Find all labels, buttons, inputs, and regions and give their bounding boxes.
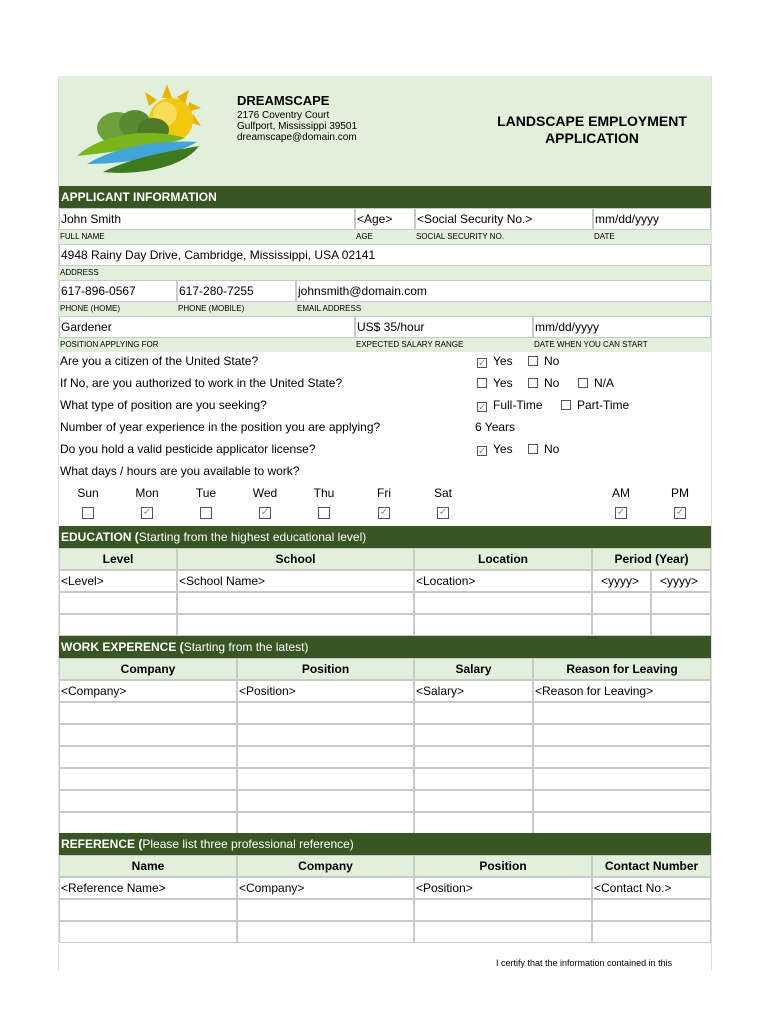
reference-col-contact: Contact Number: [592, 855, 711, 877]
day-tue-label: Tue: [195, 486, 217, 500]
table-cell[interactable]: [533, 768, 711, 790]
salary-field[interactable]: US$ 35/hour: [355, 316, 533, 338]
reference-col-company: Company: [237, 855, 414, 877]
table-cell[interactable]: [177, 592, 414, 614]
day-thu-label: Thu: [313, 486, 335, 500]
label-salary: EXPECTED SALARY RANGE: [356, 340, 464, 349]
tue-checkbox-icon[interactable]: [200, 507, 212, 519]
work-col-reason: Reason for Leaving: [533, 658, 711, 680]
certification-text: I certify that the information contained in this: [496, 958, 673, 968]
work-col-position: Position: [237, 658, 414, 680]
table-cell[interactable]: [533, 724, 711, 746]
reference-contact-cell[interactable]: <Contact No.>: [592, 877, 711, 899]
form-title-line2: APPLICATION: [545, 130, 639, 146]
checkbox-icon[interactable]: [578, 378, 588, 388]
label-full-name: FULL NAME: [60, 232, 105, 241]
question-availability: What days / hours are you available to work?: [60, 464, 300, 478]
table-cell[interactable]: [59, 746, 237, 768]
checkbox-icon[interactable]: [528, 356, 538, 366]
table-cell[interactable]: [592, 899, 711, 921]
label-position: POSITION APPLYING FOR: [60, 340, 159, 349]
position-field[interactable]: Gardener: [59, 316, 355, 338]
company-address-line2: Gulfport, Mississippi 39501: [237, 121, 358, 132]
start-date-field[interactable]: mm/dd/yyyy: [533, 316, 711, 338]
thu-checkbox-icon[interactable]: [318, 507, 330, 519]
label-age: AGE: [356, 232, 373, 241]
part-time-option[interactable]: Part-Time: [561, 394, 629, 416]
license-yes-option[interactable]: ✓ Yes: [478, 442, 513, 456]
section-work-experience: WORK EXPERENCE (Starting from the latest): [59, 636, 711, 658]
reference-position-cell[interactable]: <Position>: [414, 877, 592, 899]
am-label: AM: [612, 486, 630, 500]
full-name-field[interactable]: John Smith: [59, 208, 355, 230]
table-cell[interactable]: [592, 614, 651, 636]
authorized-yes-option[interactable]: Yes: [477, 372, 513, 394]
citizen-yes-option[interactable]: ✓ Yes: [478, 354, 513, 368]
education-col-level: Level: [59, 548, 177, 570]
table-cell[interactable]: [651, 592, 711, 614]
phone-mobile-field[interactable]: 617-280-7255: [177, 280, 296, 302]
mon-checkbox-checked-icon[interactable]: ✓: [142, 507, 152, 518]
table-cell[interactable]: [237, 812, 414, 834]
table-cell[interactable]: [533, 812, 711, 834]
question-experience: Number of year experience in the position you are applying?: [60, 420, 381, 434]
company-address-line1: 2176 Coventry Court: [237, 110, 330, 121]
table-cell[interactable]: [414, 790, 533, 812]
citizen-no-option[interactable]: No: [528, 350, 559, 372]
checkbox-icon[interactable]: [561, 400, 571, 410]
table-cell[interactable]: [237, 702, 414, 724]
wed-checkbox-checked-icon[interactable]: ✓: [260, 507, 270, 518]
label-ssn: SOCIAL SECURITY NO.: [416, 232, 505, 241]
question-pesticide-license: Do you hold a valid pesticide applicator license?: [60, 442, 316, 456]
authorized-no-option[interactable]: No: [528, 372, 559, 394]
work-col-salary: Salary: [414, 658, 533, 680]
reference-col-name: Name: [59, 855, 237, 877]
section-applicant-information: APPLICANT INFORMATION: [59, 186, 711, 208]
authorized-na-option[interactable]: N/A: [578, 372, 614, 394]
education-school-cell[interactable]: <School Name>: [177, 570, 414, 592]
education-col-period: Period (Year): [592, 548, 711, 570]
table-cell[interactable]: [59, 768, 237, 790]
question-citizen: Are you a citizen of the United State?: [60, 354, 259, 368]
label-start-date: DATE WHEN YOU CAN START: [534, 340, 648, 349]
section-reference: REFERENCE (Please list three professional reference): [59, 833, 711, 855]
pm-label: PM: [671, 486, 689, 500]
company-email: dreamscape@domain.com: [237, 132, 357, 143]
table-cell[interactable]: [237, 746, 414, 768]
pm-checkbox-checked-icon[interactable]: ✓: [675, 507, 685, 518]
checkbox-icon[interactable]: [528, 378, 538, 388]
table-cell[interactable]: [592, 592, 651, 614]
sat-checkbox-checked-icon[interactable]: ✓: [438, 507, 448, 518]
table-cell[interactable]: [533, 702, 711, 724]
label-address: ADDRESS: [60, 268, 99, 277]
header-band: [59, 76, 711, 186]
checkbox-checked-icon[interactable]: ✓: [478, 358, 486, 368]
reference-col-position: Position: [414, 855, 592, 877]
table-cell[interactable]: [651, 614, 711, 636]
checkbox-icon[interactable]: [528, 444, 538, 454]
label-row: [59, 230, 711, 244]
phone-home-field[interactable]: 617-896-0567: [59, 280, 177, 302]
sun-checkbox-icon[interactable]: [82, 507, 94, 519]
work-col-company: Company: [59, 658, 237, 680]
table-cell[interactable]: [59, 812, 237, 834]
day-fri-label: Fri: [377, 486, 391, 500]
education-from-year-cell[interactable]: <yyyy>: [592, 570, 651, 592]
question-authorized: If No, are you authorized to work in the United State?: [60, 376, 343, 390]
table-cell[interactable]: [592, 921, 711, 943]
reference-company-cell[interactable]: <Company>: [237, 877, 414, 899]
work-position-cell[interactable]: <Position>: [237, 680, 414, 702]
day-wed-label: Wed: [252, 486, 278, 500]
label-row: [59, 302, 711, 316]
table-cell[interactable]: [414, 812, 533, 834]
table-cell[interactable]: [59, 724, 237, 746]
checkbox-checked-icon[interactable]: ✓: [478, 446, 486, 456]
table-cell[interactable]: [59, 592, 177, 614]
table-cell[interactable]: [237, 790, 414, 812]
table-cell[interactable]: [237, 768, 414, 790]
day-sat-label: Sat: [433, 486, 452, 500]
label-date: DATE: [594, 232, 615, 241]
education-level-cell[interactable]: <Level>: [59, 570, 177, 592]
table-cell[interactable]: [414, 724, 533, 746]
education-location-cell[interactable]: <Location>: [414, 570, 592, 592]
table-cell[interactable]: [414, 592, 592, 614]
table-cell[interactable]: [59, 790, 237, 812]
question-position-type: What type of position are you seeking?: [60, 398, 267, 412]
table-cell[interactable]: [414, 702, 533, 724]
checkbox-checked-icon[interactable]: ✓: [478, 402, 486, 412]
table-cell[interactable]: [59, 921, 237, 943]
label-phone-mobile: PHONE (MOBILE): [178, 304, 245, 313]
reference-name-cell[interactable]: <Reference Name>: [59, 877, 237, 899]
table-cell[interactable]: [533, 790, 711, 812]
ssn-field[interactable]: <Social Security No.>: [415, 208, 593, 230]
company-name: DREAMSCAPE: [237, 93, 330, 108]
license-no-option[interactable]: No: [528, 438, 559, 460]
table-cell[interactable]: [59, 899, 237, 921]
table-cell[interactable]: [59, 614, 177, 636]
work-salary-cell[interactable]: <Salary>: [414, 680, 533, 702]
label-phone-home: PHONE (HOME): [60, 304, 120, 313]
am-checkbox-checked-icon[interactable]: ✓: [616, 507, 626, 518]
table-cell[interactable]: [414, 921, 592, 943]
form-title-line1: LANDSCAPE EMPLOYMENT: [497, 113, 687, 129]
full-time-option[interactable]: ✓ Full-Time: [478, 398, 543, 412]
date-field[interactable]: mm/dd/yyyy: [593, 208, 711, 230]
education-col-location: Location: [414, 548, 592, 570]
day-mon-label: Mon: [135, 486, 159, 500]
table-cell[interactable]: [237, 899, 414, 921]
section-education: EDUCATION (Starting from the highest educational level): [59, 526, 711, 548]
education-to-year-cell[interactable]: <yyyy>: [651, 570, 711, 592]
landscape-logo-icon: [73, 80, 209, 180]
table-cell[interactable]: [414, 614, 592, 636]
label-email: EMAIL ADDRESS: [297, 304, 362, 313]
table-cell[interactable]: [414, 746, 533, 768]
table-cell[interactable]: [533, 746, 711, 768]
education-col-school: School: [177, 548, 414, 570]
address-field[interactable]: 4948 Rainy Day Drive, Cambridge, Mississippi, USA 02141: [59, 244, 711, 266]
day-sun-label: Sun: [77, 486, 99, 500]
table-cell[interactable]: [237, 921, 414, 943]
table-cell[interactable]: [59, 702, 237, 724]
fri-checkbox-checked-icon[interactable]: ✓: [379, 507, 389, 518]
table-cell[interactable]: [414, 768, 533, 790]
experience-years-value[interactable]: 6 Years: [475, 420, 516, 434]
checkbox-icon[interactable]: [477, 378, 487, 388]
work-company-cell[interactable]: <Company>: [59, 680, 237, 702]
application-form: [58, 76, 712, 970]
table-cell[interactable]: [177, 614, 414, 636]
table-cell[interactable]: [414, 899, 592, 921]
email-field[interactable]: johnsmith@domain.com: [296, 280, 711, 302]
work-reason-cell[interactable]: <Reason for Leaving>: [533, 680, 711, 702]
age-field[interactable]: <Age>: [355, 208, 415, 230]
label-row: [59, 266, 711, 280]
table-cell[interactable]: [237, 724, 414, 746]
